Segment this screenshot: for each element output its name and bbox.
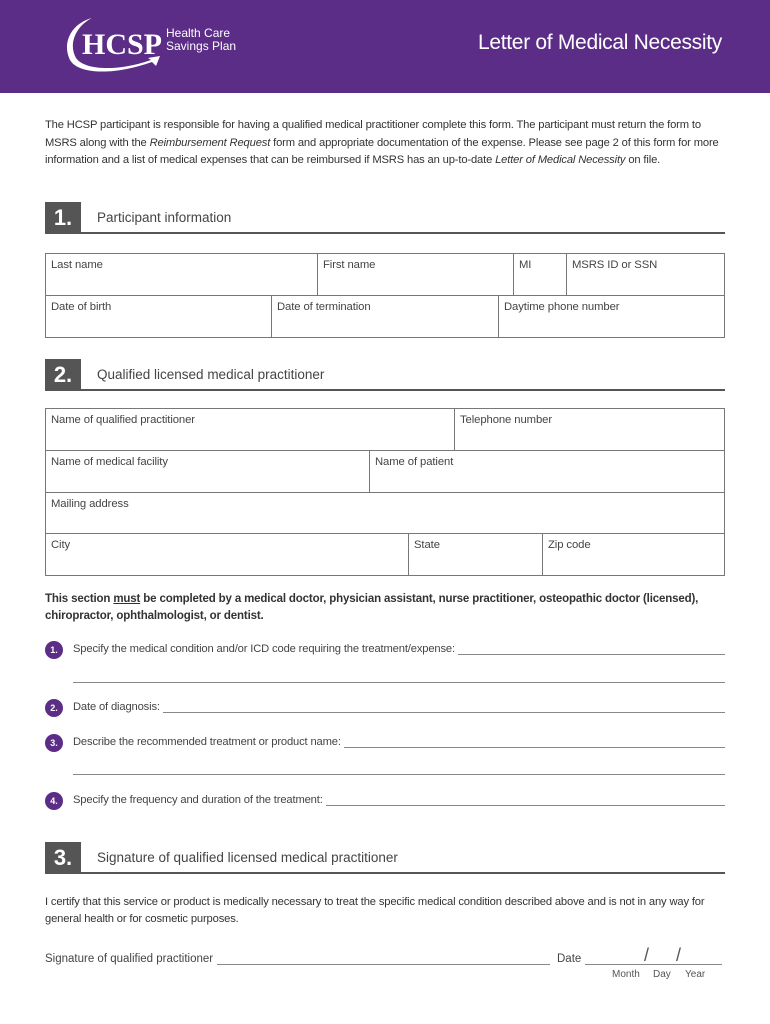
patient-name-label: Name of patient bbox=[375, 456, 454, 468]
notice-pre: This section bbox=[45, 593, 114, 605]
notice-post: be completed by a medical doctor, physician assistant, nurse practitioner, osteopathic doctor (licensed), chiropractor, ophthalmologist, or dentist. bbox=[45, 593, 699, 622]
telephone-label: Telephone number bbox=[460, 414, 552, 426]
msrs-id-label: MSRS ID or SSN bbox=[572, 259, 658, 271]
daytime-phone-field[interactable] bbox=[498, 296, 724, 338]
question-2-number: 2. bbox=[45, 699, 63, 717]
question-3-number: 3. bbox=[45, 734, 63, 752]
first-name-label: First name bbox=[323, 259, 376, 271]
notice-must: must bbox=[113, 593, 141, 605]
intro-paragraph bbox=[45, 117, 735, 170]
practitioner-row-4 bbox=[46, 534, 724, 576]
question-3-extra-line[interactable] bbox=[73, 774, 725, 775]
city-label: City bbox=[51, 539, 71, 551]
question-3-text: Describe the recommended treatment or product name: bbox=[73, 736, 344, 748]
daytime-phone-label: Daytime phone number bbox=[504, 301, 620, 313]
last-name-field[interactable] bbox=[46, 254, 317, 295]
zip-code-label: Zip code bbox=[548, 539, 591, 551]
telephone-field[interactable] bbox=[454, 409, 724, 450]
last-name-label: Last name bbox=[51, 259, 103, 271]
practitioner-row-2 bbox=[46, 451, 724, 493]
intro-part2: form and appropriate documentation of the expense. Please see page 2 of this form for more information and a list of medical expenses that can be reimbursed if MSRS has an up-to-date bbox=[45, 136, 719, 166]
document-title: Letter of Medical Necessity bbox=[477, 31, 722, 54]
date-month-label: Month bbox=[612, 969, 640, 980]
termination-field[interactable] bbox=[271, 296, 498, 338]
state-label: State bbox=[414, 539, 440, 551]
question-4[interactable] bbox=[45, 792, 725, 810]
intro-part3: on file. bbox=[625, 154, 661, 166]
first-name-field[interactable] bbox=[317, 254, 513, 295]
section-1-header bbox=[45, 202, 725, 234]
mi-label: MI bbox=[519, 259, 532, 271]
section-2-number: 2. bbox=[45, 359, 81, 391]
question-2-line bbox=[73, 712, 725, 713]
intro-lmn-ref: Letter of Medical Necessity bbox=[495, 154, 626, 166]
participant-info-grid bbox=[45, 253, 725, 338]
section-2-title: Qualified licensed medical practitioner bbox=[97, 367, 325, 382]
practitioner-name-field[interactable] bbox=[46, 409, 454, 450]
city-field[interactable] bbox=[46, 534, 408, 576]
practitioner-row-1 bbox=[46, 409, 724, 451]
question-4-text: Specify the frequency and duration of the treatment: bbox=[73, 794, 326, 806]
question-2[interactable] bbox=[45, 699, 725, 717]
hcsp-logo bbox=[62, 14, 262, 76]
termination-label: Date of termination bbox=[277, 301, 371, 313]
certification-statement: I certify that this service or product is medically necessary to treat the specific medical condition described above and is not in any way for general health or for cosmetic purposes. bbox=[45, 896, 705, 925]
date-line[interactable] bbox=[585, 964, 722, 965]
logo-subtitle bbox=[166, 27, 236, 53]
question-1-text: Specify the medical condition and/or ICD code requiring the treatment/expense: bbox=[73, 643, 458, 655]
date-day-label: Day bbox=[653, 969, 671, 980]
date-year-label: Year bbox=[685, 969, 706, 980]
state-field[interactable] bbox=[408, 534, 542, 576]
participant-row-2 bbox=[46, 296, 724, 338]
question-1-number: 1. bbox=[45, 641, 63, 659]
logo-subtitle-line1: Health Care bbox=[166, 26, 231, 40]
practitioner-info-grid bbox=[45, 408, 725, 576]
date-slash-1: / bbox=[644, 945, 650, 965]
question-2-text: Date of diagnosis: bbox=[73, 701, 163, 713]
question-4-number: 4. bbox=[45, 792, 63, 810]
msrs-id-field[interactable] bbox=[566, 254, 724, 295]
section-3-header bbox=[45, 842, 725, 874]
dob-field[interactable] bbox=[46, 296, 271, 338]
facility-label: Name of medical facility bbox=[51, 456, 168, 468]
logo-subtitle-line2: Savings Plan bbox=[166, 39, 237, 53]
mailing-address-label: Mailing address bbox=[51, 498, 129, 510]
dob-label: Date of birth bbox=[51, 301, 112, 313]
section-3-number: 3. bbox=[45, 842, 81, 874]
patient-name-field[interactable] bbox=[369, 451, 724, 492]
page-header bbox=[0, 0, 770, 93]
logo-wordmark: HCSP bbox=[82, 28, 163, 61]
section-1-number: 1. bbox=[45, 202, 81, 234]
practitioner-row-3 bbox=[46, 493, 724, 534]
date-label: Date bbox=[557, 953, 582, 965]
practitioner-name-label: Name of qualified practitioner bbox=[51, 414, 195, 426]
completion-notice bbox=[45, 591, 725, 625]
signature-label: Signature of qualified practitioner bbox=[45, 953, 217, 965]
section-3-title: Signature of qualified licensed medical practitioner bbox=[97, 850, 398, 865]
intro-reimbursement-link: Reimbursement Request bbox=[149, 136, 271, 149]
mi-field[interactable] bbox=[513, 254, 566, 295]
participant-row-1 bbox=[46, 254, 724, 296]
zip-code-field[interactable] bbox=[542, 534, 724, 576]
facility-field[interactable] bbox=[46, 451, 369, 492]
section-2-header bbox=[45, 359, 725, 391]
intro-part1: The HCSP participant is responsible for having a qualified medical practitioner complete this form. The participant must return the form to MSRS along with the bbox=[45, 119, 701, 149]
question-3[interactable] bbox=[45, 734, 725, 752]
question-1[interactable] bbox=[45, 641, 725, 659]
question-1-extra-line[interactable] bbox=[73, 682, 725, 683]
section-1-title: Participant information bbox=[97, 210, 232, 225]
date-slash-2: / bbox=[676, 945, 682, 965]
mailing-address-field[interactable] bbox=[46, 493, 724, 533]
